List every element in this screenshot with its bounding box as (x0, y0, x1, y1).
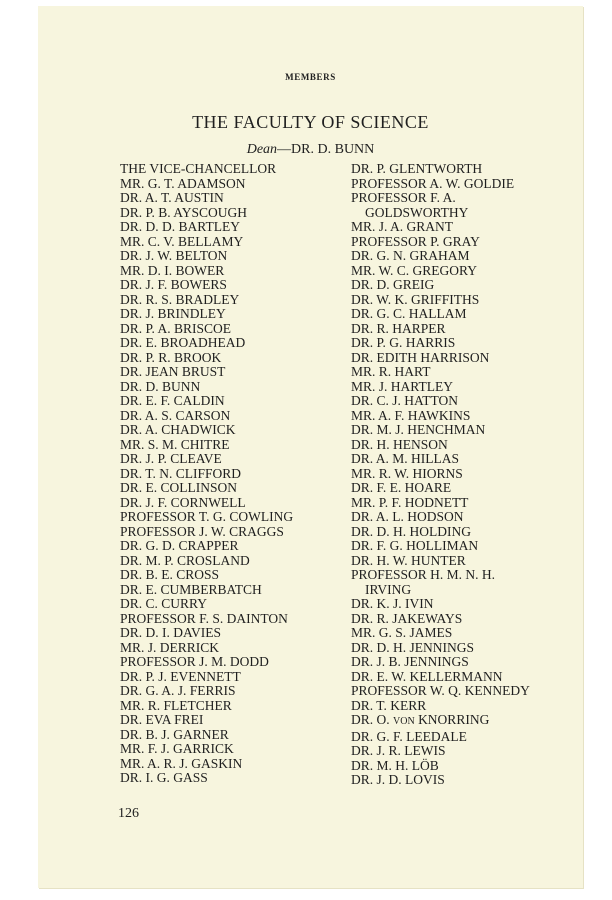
member-entry: DR. W. K. GRIFFITHS (351, 291, 480, 307)
member-entry: DR. J. F. CORNWELL (120, 494, 246, 510)
member-entry: DR. T. N. CLIFFORD (120, 465, 242, 481)
member-entry: DR. J. D. LOVIS (351, 772, 445, 787)
member-entry: DR. H. HENSON (351, 436, 448, 452)
running-head: MEMBERS (285, 72, 336, 82)
member-entry: DR. D. I. DAVIES (120, 625, 222, 640)
member-entry: MR. G. T. ADAMSON (120, 175, 246, 191)
member-entry: PROFESSOR A. W. GOLDIE (351, 175, 515, 191)
member-entry: MR. F. J. GARRICK (120, 741, 234, 756)
page-number: 126 (118, 806, 139, 821)
member-entry: DR. R. HARPER (351, 320, 446, 336)
member-entry: DR. G. N. GRAHAM (351, 248, 470, 263)
members-list-left (120, 162, 345, 786)
member-entry: DR. I. G. GASS (120, 770, 208, 785)
member-entry: DR. E. BROADHEAD (120, 335, 246, 350)
member-entry: THE VICE-CHANCELLOR (120, 161, 277, 176)
member-entry: DR. A. L. HODSON (351, 509, 464, 524)
member-entry: MR. J. HARTLEY (351, 378, 453, 394)
member-entry: DR. JEAN BRUST (120, 364, 226, 379)
member-entry: DR. H. W. HUNTER (351, 552, 466, 568)
member-entry: DR. B. J. GARNER (120, 726, 229, 742)
member-entry: DR. D. D. BARTLEY (120, 219, 240, 234)
member-entry: DR. J. BRINDLEY (120, 306, 226, 321)
member-entry: MR. R. FLETCHER (120, 697, 232, 713)
member-entry: DR. D. GREIG (351, 277, 435, 292)
member-entry: PROFESSOR F. A. (351, 190, 456, 205)
member-entry: DR. G. D. CRAPPER (120, 538, 239, 553)
member-entry: MR. R. HART (351, 364, 431, 379)
member-entry: DR. J. P. CLEAVE (120, 451, 222, 466)
member-entry: PROFESSOR P. GRAY (351, 233, 480, 249)
member-entry: DR. E. CUMBERBATCH (120, 581, 262, 597)
member-entry: DR. J. B. JENNINGS (351, 654, 469, 669)
member-entry: MR. W. C. GREGORY (351, 262, 478, 278)
member-entry: DR. D. H. HOLDING (351, 523, 471, 539)
member-entry: PROFESSOR H. M. N. H. (351, 567, 496, 582)
member-entry: DR. T. KERR (351, 697, 427, 713)
member-entry: DR. A. T. AUSTIN (120, 190, 224, 205)
member-entry: DR. E. COLLINSON (120, 480, 237, 495)
member-entry: PROFESSOR F. S. DAINTON (120, 610, 288, 626)
member-entry: DR. J. F. BOWERS (120, 277, 227, 292)
member-entry: MR. D. I. BOWER (120, 262, 225, 278)
member-entry: MR. J. DERRICK (120, 639, 220, 655)
member-entry: DR. F. E. HOARE (351, 480, 452, 495)
member-entry: DR. O. VON KNORRING (351, 712, 490, 727)
member-entry: MR. R. W. HIORNS (351, 465, 463, 481)
member-entry: DR. E. W. KELLERMANN (351, 668, 503, 684)
member-entry: DR. P. G. HARRIS (351, 335, 456, 350)
document-page (38, 6, 583, 888)
member-entry: DR. C. J. HATTON (351, 393, 459, 408)
member-entry: MR. J. A. GRANT (351, 219, 454, 234)
dean-label: Dean (246, 142, 278, 157)
member-entry: PROFESSOR T. G. COWLING (120, 509, 294, 524)
member-entry: DR. P. GLENTWORTH (351, 161, 483, 176)
member-entry: DR. D. H. JENNINGS (351, 639, 475, 655)
member-entry: DR. G. A. J. FERRIS (120, 683, 236, 698)
member-entry: DR. P. B. AYSCOUGH (120, 204, 248, 220)
members-list-right (351, 162, 571, 788)
member-entry: PROFESSOR W. Q. KENNEDY (351, 683, 530, 698)
member-entry: DR. P. J. EVENNETT (120, 668, 241, 684)
member-entry: DR. J. R. LEWIS (351, 743, 446, 758)
dean-name: —DR. D. BUNN (277, 142, 375, 157)
member-entry: DR. A. CHADWICK (120, 422, 236, 437)
dean-line (38, 142, 583, 158)
member-entry: DR. F. G. HOLLIMAN (351, 538, 479, 553)
member-entry: DR. P. R. BROOK (120, 349, 222, 365)
member-entry: DR. D. BUNN (120, 378, 201, 394)
member-entry: DR. M. H. LÖB (351, 757, 439, 773)
member-entry: MR. A. R. J. GASKIN (120, 755, 243, 771)
member-entry: MR. C. V. BELLAMY (120, 233, 244, 249)
member-entry: IRVING (365, 581, 412, 597)
member-entry: DR. EVA FREI (120, 712, 204, 727)
member-entry: DR. R. JAKEWAYS (351, 610, 463, 626)
member-entry: PROFESSOR J. M. DODD (120, 654, 269, 669)
member-entry: GOLDSWORTHY (365, 204, 469, 220)
member-entry: DR. P. A. BRISCOE (120, 320, 232, 336)
member-entry: DR. C. CURRY (120, 596, 208, 611)
member-entry: DR. A. S. CARSON (120, 407, 231, 423)
member-entry: DR. R. S. BRADLEY (120, 291, 240, 307)
member-entry: DR. K. J. IVIN (351, 596, 434, 611)
member-entry: DR. A. M. HILLAS (351, 451, 460, 466)
member-entry: DR. M. P. CROSLAND (120, 552, 250, 568)
member-entry: DR. G. C. HALLAM (351, 306, 467, 321)
name-particle: VON (393, 716, 415, 727)
member-entry: PROFESSOR J. W. CRAGGS (120, 523, 284, 539)
member-entry: MR. G. S. JAMES (351, 625, 453, 640)
member-entry: DR. M. J. HENCHMAN (351, 422, 486, 437)
member-entry: DR. B. E. CROSS (120, 567, 220, 582)
member-entry: DR. EDITH HARRISON (351, 349, 490, 365)
member-entry: MR. S. M. CHITRE (120, 436, 230, 452)
page-title: THE FACULTY OF SCIENCE (192, 112, 429, 132)
member-entry: DR. G. F. LEEDALE (351, 728, 467, 744)
member-entry: DR. E. F. CALDIN (120, 393, 225, 408)
member-entry: DR. J. W. BELTON (120, 248, 228, 263)
member-entry: MR. A. F. HAWKINS (351, 407, 471, 423)
member-entry: MR. P. F. HODNETT (351, 494, 469, 510)
